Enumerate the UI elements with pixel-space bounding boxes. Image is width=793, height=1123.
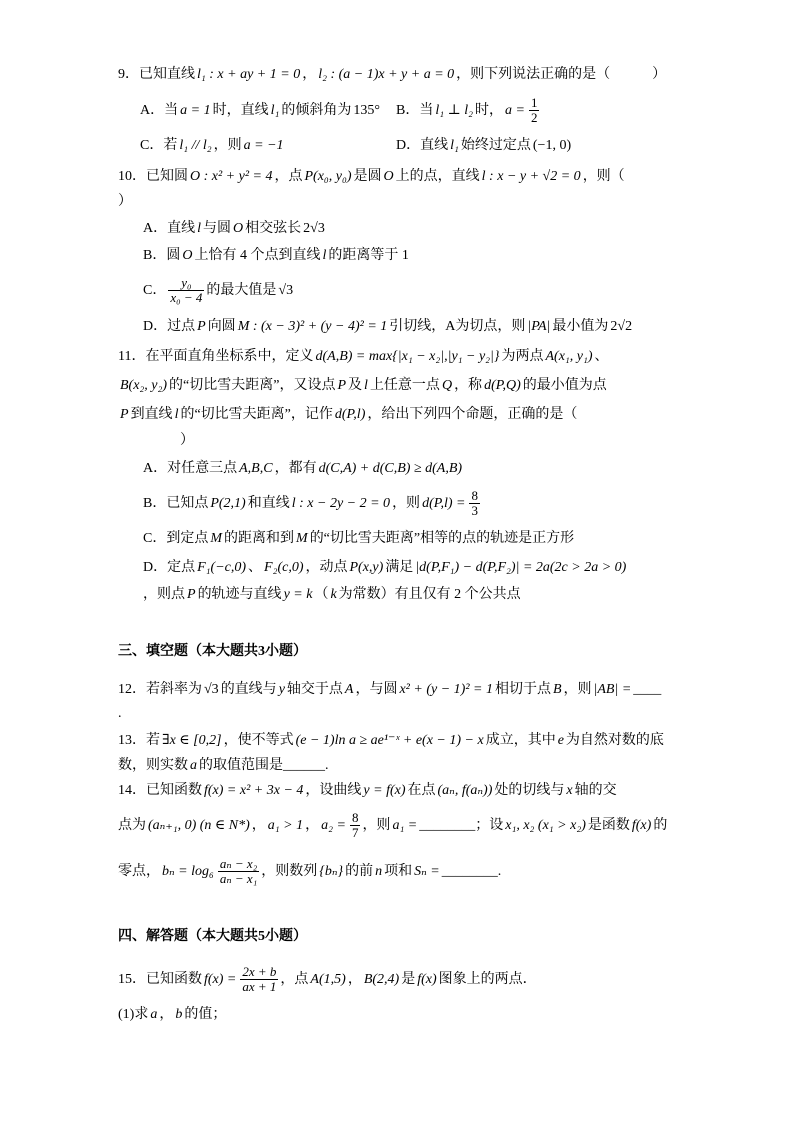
- math-expr: P: [120, 407, 129, 422]
- text-run: 10．已知圆: [118, 169, 188, 184]
- text-run: (1)求: [118, 1007, 149, 1022]
- math-expr: Q: [441, 378, 453, 393]
- text-run: （: [314, 587, 329, 602]
- text-run: ，设曲线: [305, 783, 362, 798]
- text-run: 13．若: [118, 733, 160, 748]
- q14-stem-line1: [118, 781, 617, 801]
- text-run: 上的点，直线: [395, 169, 480, 184]
- math-expr: f(x) =: [204, 972, 237, 987]
- text-run: 相交弦长: [245, 221, 302, 236]
- numerator: y₀: [181, 275, 192, 291]
- math-expr: P: [337, 378, 347, 393]
- text-run: ，则: [392, 496, 421, 511]
- section-heading-solutions: [118, 927, 307, 947]
- math-expr: a₁ > 1: [267, 818, 304, 833]
- text-run: ，点: [274, 169, 303, 184]
- numerator: 8: [471, 488, 478, 504]
- math-expr: l₁ : x + ay + 1 = 0: [197, 67, 301, 82]
- text-run: B．已知点: [143, 496, 209, 511]
- q10-option-b: [143, 246, 409, 266]
- math-expr: l₁ // l₂: [179, 138, 212, 153]
- text-run: 处的切线与: [494, 783, 565, 798]
- q11-option-b: [143, 488, 482, 519]
- fraction: [469, 489, 480, 518]
- math-expr: y = f(x): [363, 783, 406, 798]
- heading-text: 四、解答题（本大题共5小题）: [118, 929, 307, 944]
- q13-stem-line1: [118, 731, 664, 751]
- q9-option-c: [140, 136, 286, 156]
- math-expr: |AB| =: [593, 682, 632, 697]
- q9-option-a: [140, 101, 382, 121]
- text-run: B．圆: [143, 248, 181, 263]
- math-expr: |PA|: [527, 319, 551, 334]
- math-expr: f(x) = x² + 3x − 4: [204, 783, 304, 798]
- math-expr: M: [296, 531, 308, 546]
- q15-part1: [118, 1005, 226, 1025]
- math-expr: A(1,5): [310, 972, 346, 987]
- q11-option-d: [143, 558, 628, 578]
- text-run: 时，直线: [212, 103, 269, 118]
- text-run: .: [118, 706, 122, 721]
- text-run: ，则: [213, 138, 242, 153]
- q13-stem-line2: [118, 756, 329, 776]
- q10-option-a: [143, 219, 327, 239]
- text-run: 12．若斜率为: [118, 682, 202, 697]
- text-run: 9．已知直线: [118, 67, 195, 82]
- numerator: 1: [530, 95, 538, 111]
- math-expr: a: [150, 1007, 158, 1022]
- text-run: 为两点: [501, 349, 544, 364]
- math-expr: A(x₁, y₁): [545, 349, 593, 364]
- text-run: C．到定点: [143, 531, 209, 546]
- text-run: 满足: [385, 560, 414, 575]
- text-run: 的值；: [184, 1007, 227, 1022]
- text-run: 图象上的两点．: [438, 972, 537, 987]
- math-expr: O : x² + y² = 4: [190, 169, 273, 184]
- math-expr: b: [175, 1007, 183, 1022]
- answer-blank: ____: [633, 682, 662, 697]
- text-run: ，: [251, 818, 266, 833]
- math-expr: l₁: [270, 103, 280, 118]
- text-run: ，与圆: [355, 682, 398, 697]
- text-run: 及: [348, 378, 363, 393]
- text-run: 是函数: [587, 818, 630, 833]
- text-run: 是: [401, 972, 416, 987]
- math-expr: 135°: [353, 103, 380, 118]
- text-run: 的“切比雪夫距离”相等的点的轨迹是正方形: [309, 531, 575, 546]
- text-run: ；设: [475, 818, 504, 833]
- math-expr: |d(P,F₁) − d(P,F₂)| = 2a(2c > 2a > 0): [415, 560, 627, 575]
- text-run: 数，则实数: [118, 758, 188, 773]
- text-run: ，: [159, 1007, 174, 1022]
- math-expr: A: [344, 682, 354, 697]
- math-expr: P(2,1): [210, 496, 246, 511]
- text-run: ）: [118, 194, 132, 209]
- math-expr: a: [190, 758, 197, 773]
- text-run: D．直线: [396, 138, 449, 153]
- text-run: 时，: [475, 103, 504, 118]
- q10-stem: [118, 167, 625, 187]
- text-run: ，称: [454, 378, 483, 393]
- math-expr: B(x₂, y₂): [120, 378, 168, 393]
- text-run: C．: [143, 283, 167, 298]
- text-run: 的距离和到: [224, 531, 295, 546]
- text-run: 成立，其中: [485, 733, 556, 748]
- text-run: 、: [248, 560, 263, 575]
- math-expr: a₂ =: [321, 818, 346, 833]
- text-run: 为自然对数的底: [565, 733, 664, 748]
- q10-option-d: [143, 317, 634, 337]
- q11-stem-end: [180, 431, 194, 451]
- denominator: 7: [351, 825, 359, 841]
- q11-option-a: [143, 459, 464, 479]
- q10-stem-end: [118, 192, 132, 212]
- q11-option-d-continued: [143, 585, 521, 605]
- math-expr: l₁: [450, 138, 459, 153]
- text-run: 与圆: [203, 221, 232, 236]
- q15-stem-line1: [118, 964, 537, 995]
- text-run: C．若: [140, 138, 178, 153]
- math-expr: {bₙ}: [319, 864, 344, 879]
- math-expr: B(2,4): [363, 972, 400, 987]
- text-run: ，动点: [305, 560, 348, 575]
- text-run: 的“切比雪夫距离”，又设点: [169, 378, 336, 393]
- q9-option-d: [396, 136, 573, 156]
- math-expr: (aₙ₊₁, 0) (n ∈ N*): [148, 818, 250, 833]
- q11-stem-line1: [118, 347, 609, 367]
- math-expr: d(P,l): [334, 407, 366, 422]
- text-run: ，则（: [582, 169, 625, 184]
- section-heading-fill-in: [118, 642, 307, 662]
- math-expr: √3: [204, 682, 219, 697]
- text-run: 在点: [407, 783, 436, 798]
- math-expr: l: [197, 221, 202, 236]
- q14-stem-line3: [118, 856, 502, 887]
- q9-option-b: [396, 95, 541, 126]
- text-run: ，则: [362, 818, 391, 833]
- text-run: 的最小值为点: [522, 378, 607, 393]
- text-run: 零点，: [118, 864, 160, 879]
- q11-option-c: [143, 529, 574, 549]
- math-expr: l : x − 2y − 2 = 0: [291, 496, 391, 511]
- math-expr: P(x,y): [349, 560, 384, 575]
- math-expr: F₁(−c,0): [197, 560, 247, 575]
- math-expr: l: [364, 378, 368, 393]
- math-expr: O: [383, 169, 394, 184]
- math-expr: Sₙ =: [414, 864, 440, 879]
- math-expr: a = −1: [243, 138, 284, 153]
- math-expr: f(x): [417, 972, 437, 987]
- text-run: ，都有: [274, 461, 317, 476]
- math-expr: d(A,B) = max{|x₁ − x₂|,|y₁ − y₂|}: [315, 349, 500, 364]
- math-expr: a₁ =: [392, 818, 418, 833]
- q11-stem-line2: [118, 376, 607, 396]
- text-run: D．定点: [143, 560, 196, 575]
- math-expr: bₙ = log₆: [162, 864, 214, 879]
- fraction: [350, 811, 361, 840]
- q12-stem-line1: [118, 680, 661, 700]
- text-run: 点为: [118, 818, 146, 833]
- math-expr: O: [233, 221, 244, 236]
- math-expr: l: [174, 407, 179, 422]
- q11-stem-line3: [118, 405, 577, 425]
- math-expr: l₁ ⊥ l₂: [435, 103, 474, 118]
- math-expr: F₂(c,0): [264, 560, 304, 575]
- text-run: ，则下列说法正确的是（ ）: [456, 67, 667, 82]
- text-run: ，点: [280, 972, 309, 987]
- math-expr: P: [187, 587, 196, 602]
- text-run: 的取值范围是______.: [199, 758, 329, 773]
- q12-stem-line2: [118, 704, 122, 724]
- math-expr: B: [552, 682, 562, 697]
- text-run: 的前: [345, 864, 374, 879]
- math-expr: x₁, x₂ (x₁ > x₂): [505, 818, 586, 833]
- math-expr: y = k: [283, 587, 313, 602]
- math-expr: A,B,C: [239, 461, 273, 476]
- text-run: ，: [305, 818, 320, 833]
- q9-stem: [118, 65, 666, 85]
- math-expr: 2√2: [610, 319, 633, 334]
- math-expr: P: [197, 319, 206, 334]
- fraction: [218, 857, 259, 886]
- math-expr: l₂ : (a − 1)x + y + a = 0: [318, 67, 455, 82]
- denominator: 2: [530, 110, 538, 126]
- text-run: 和直线: [247, 496, 290, 511]
- math-expr: a =: [505, 103, 525, 118]
- text-run: 项和: [384, 864, 413, 879]
- math-expr: 2√3: [303, 221, 325, 236]
- text-run: 11．在平面直角坐标系中，定义: [118, 349, 314, 364]
- heading-text: 三、填空题（本大题共3小题）: [118, 644, 307, 659]
- fraction: [240, 965, 278, 994]
- denominator: 3: [471, 503, 478, 519]
- q14-stem-line2: [118, 810, 668, 841]
- text-run: 上恰有 4 个点到直线: [194, 248, 321, 263]
- text-run: 引切线，A为切点，则: [389, 319, 526, 334]
- math-expr: ∃x ∈ [0,2]: [162, 733, 222, 748]
- text-run: 的: [653, 818, 668, 833]
- text-run: ，给出下列四个命题，正确的是（: [367, 407, 578, 422]
- text-run: 始终过定点: [460, 138, 531, 153]
- math-expr: d(P,l) =: [422, 496, 466, 511]
- numerator: aₙ − x₂: [219, 856, 258, 872]
- math-expr: (aₙ, f(aₙ)): [437, 783, 493, 798]
- math-expr: M : (x − 3)² + (y − 4)² = 1: [237, 319, 388, 334]
- answer-blank: ________.: [441, 864, 502, 879]
- text-run: 的最大值是: [206, 283, 277, 298]
- math-expr: (−1, 0): [532, 138, 572, 153]
- text-run: A．对任意三点: [143, 461, 238, 476]
- text-run: ，则数列: [261, 864, 318, 879]
- text-run: 向圆: [207, 319, 236, 334]
- math-expr: O: [182, 248, 193, 263]
- math-expr: e: [557, 733, 564, 748]
- denominator: x₀ − 4: [170, 290, 203, 306]
- text-run: 的“切比雪夫距离”，记作: [180, 407, 333, 422]
- math-expr: n: [375, 864, 383, 879]
- answer-blank: ________: [419, 818, 476, 833]
- text-run: 最小值为: [552, 319, 609, 334]
- math-expr: x² + (y − 1)² = 1: [399, 682, 493, 697]
- text-run: A．当: [140, 103, 179, 118]
- text-run: 轴的交: [574, 783, 617, 798]
- text-run: 的倾斜角为: [281, 103, 352, 118]
- text-run: 为常数）有且仅有 2 个公共点: [338, 587, 521, 602]
- text-run: 上任意一点: [369, 378, 440, 393]
- text-run: ，则点: [143, 587, 185, 602]
- text-run: A．直线: [143, 221, 196, 236]
- text-run: ，: [302, 67, 317, 82]
- text-run: 、: [594, 349, 609, 364]
- math-expr: f(x): [631, 818, 652, 833]
- math-expr: y: [278, 682, 285, 697]
- text-run: 相切于点: [494, 682, 551, 697]
- math-expr: x: [566, 783, 573, 798]
- math-expr: a = 1: [180, 103, 211, 118]
- text-run: 14．已知函数: [118, 783, 202, 798]
- text-run: 轴交于点: [286, 682, 343, 697]
- numerator: 2x + b: [242, 964, 277, 980]
- math-expr: k: [330, 587, 337, 602]
- numerator: 8: [351, 810, 359, 826]
- text-run: ，使不等式: [223, 733, 294, 748]
- denominator: ax + 1: [242, 979, 277, 995]
- text-run: ）: [180, 433, 194, 448]
- text-run: B．当: [396, 103, 434, 118]
- math-expr: M: [210, 531, 223, 546]
- text-run: 的直线与: [220, 682, 277, 697]
- math-expr: (e − 1)ln a ≥ ae¹⁻ˣ + e(x − 1) − x: [295, 733, 484, 748]
- fraction: [168, 276, 204, 305]
- text-run: ，: [347, 972, 362, 987]
- text-run: 的轨迹与直线: [197, 587, 282, 602]
- text-run: 是圆: [353, 169, 382, 184]
- text-run: ，则: [563, 682, 592, 697]
- math-expr: l : x − y + √2 = 0: [481, 169, 581, 184]
- math-expr: P(x₀, y₀): [304, 169, 352, 184]
- fraction: [529, 96, 540, 125]
- math-expr: √3: [278, 283, 294, 298]
- denominator: aₙ − x₁: [219, 871, 258, 887]
- text-run: 到直线: [130, 407, 173, 422]
- text-run: D．过点: [143, 319, 196, 334]
- math-expr: d(C,A) + d(C,B) ≥ d(A,B): [318, 461, 463, 476]
- text-run: 15．已知函数: [118, 972, 202, 987]
- q10-option-c: [143, 275, 295, 306]
- math-expr: l: [322, 248, 327, 263]
- text-run: 的距离等于 1: [328, 248, 409, 263]
- math-expr: d(P,Q): [484, 378, 521, 393]
